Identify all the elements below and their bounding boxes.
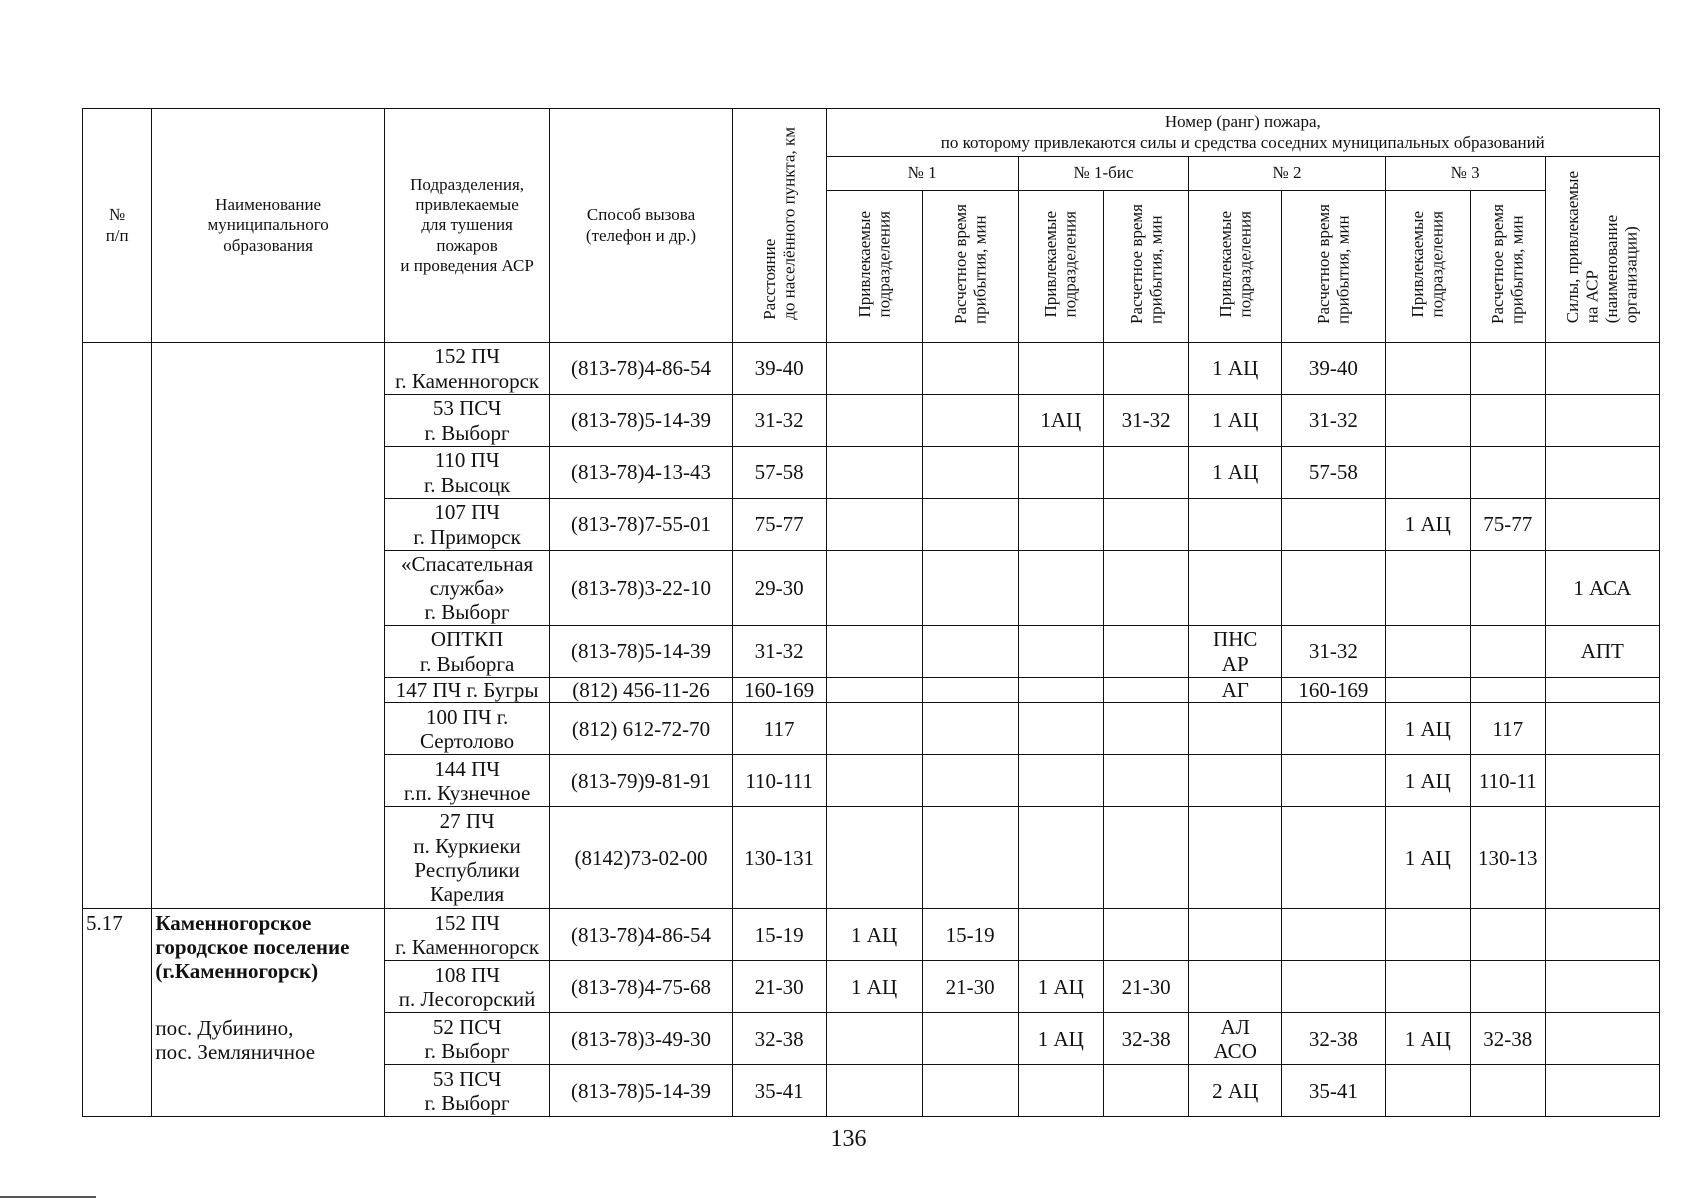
phone-cell: (813-78)3-22-10 (550, 551, 732, 626)
distance-cell: 32-38 (732, 1013, 826, 1065)
asr-cell (1545, 343, 1659, 395)
header-rank-1-time: Расчетное время прибытия, мин (922, 191, 1018, 343)
phone-cell: (813-78)5-14-39 (550, 1065, 732, 1117)
rank-1bis-units-cell (1018, 551, 1103, 626)
distance-cell: 117 (732, 703, 826, 755)
rank-3-time-cell (1470, 678, 1545, 703)
rank-1-time-cell (922, 447, 1018, 499)
rank-1-units-cell (826, 1013, 922, 1065)
num-cell (83, 343, 152, 909)
rank-2-units-cell (1189, 755, 1282, 807)
rank-1bis-units-cell: 1АЦ (1018, 395, 1103, 447)
rank-2-units-cell (1189, 807, 1282, 909)
rank-1-time-cell: 21-30 (922, 961, 1018, 1013)
rank-3-time-cell (1470, 961, 1545, 1013)
rank-2-time-cell (1282, 807, 1385, 909)
mo-number: 5.17 (83, 909, 152, 1117)
rank-2-time-cell (1282, 703, 1385, 755)
rank-1bis-time-cell (1103, 678, 1188, 703)
distance-cell: 29-30 (732, 551, 826, 626)
rank-3-time-cell (1470, 909, 1545, 961)
mo-name-cell (152, 909, 385, 1117)
header-call-method: Способ вызова (телефон и др.) (550, 109, 732, 343)
asr-cell (1545, 909, 1659, 961)
asr-cell (1545, 1013, 1659, 1065)
unit-cell: 53 ПСЧ г. Выборг (384, 1065, 549, 1117)
rank-3-time-cell: 110-11 (1470, 755, 1545, 807)
rank-3-time-cell: 130-13 (1470, 807, 1545, 909)
unit-cell: ОПТКП г. Выборга (384, 626, 549, 678)
mo-name: Каменногорское городское поселение (г.Каменногорск) (155, 911, 350, 984)
rank-1bis-time-cell (1103, 499, 1188, 551)
rank-2-time-cell: 32-38 (1282, 1013, 1385, 1065)
phone-cell: (8142)73-02-00 (550, 807, 732, 909)
rank-1bis-time-cell: 32-38 (1103, 1013, 1188, 1065)
rank-1bis-time-cell: 21-30 (1103, 961, 1188, 1013)
rank-1bis-time-cell (1103, 447, 1188, 499)
rank-3-time-cell (1470, 1065, 1545, 1117)
header-rank-3-units: Привлекаемые подразделения (1385, 191, 1470, 343)
phone-cell: (813-78)7-55-01 (550, 499, 732, 551)
phone-cell: (813-78)5-14-39 (550, 626, 732, 678)
rank-1bis-units-cell (1018, 626, 1103, 678)
rank-1bis-time-cell (1103, 343, 1188, 395)
rank-3-time-cell (1470, 343, 1545, 395)
fire-forces-table (82, 108, 1660, 1117)
rank-2-time-cell (1282, 909, 1385, 961)
distance-cell: 35-41 (732, 1065, 826, 1117)
rank-1bis-time-cell (1103, 807, 1188, 909)
distance-cell: 160-169 (732, 678, 826, 703)
rank-1-time-cell (922, 703, 1018, 755)
distance-cell: 110-111 (732, 755, 826, 807)
rank-1-units-cell (826, 703, 922, 755)
unit-cell: 52 ПСЧ г. Выборг (384, 1013, 549, 1065)
rank-3-units-cell (1385, 626, 1470, 678)
rank-3-units-cell: 1 АЦ (1385, 755, 1470, 807)
distance-cell: 39-40 (732, 343, 826, 395)
rank-1-units-cell (826, 551, 922, 626)
rank-3-time-cell (1470, 395, 1545, 447)
rank-2-units-cell (1189, 551, 1282, 626)
distance-cell: 31-32 (732, 395, 826, 447)
phone-cell: (813-78)4-75-68 (550, 961, 732, 1013)
phone-cell: (813-79)9-81-91 (550, 755, 732, 807)
rank-1bis-time-cell (1103, 626, 1188, 678)
rank-2-time-cell: 39-40 (1282, 343, 1385, 395)
rank-1bis-units-cell (1018, 343, 1103, 395)
rank-1-time-cell (922, 755, 1018, 807)
rank-3-time-cell (1470, 626, 1545, 678)
rank-1bis-units-cell (1018, 1065, 1103, 1117)
phone-cell: (813-78)3-49-30 (550, 1013, 732, 1065)
table-row (83, 343, 1660, 395)
rank-1-time-cell (922, 807, 1018, 909)
rank-2-units-cell: 1 АЦ (1189, 447, 1282, 499)
rank-1-units-cell (826, 395, 922, 447)
rank-3-units-cell (1385, 1065, 1470, 1117)
footer-rule (0, 1196, 96, 1198)
header-rank-1: № 1 (826, 157, 1018, 191)
rank-1bis-units-cell (1018, 755, 1103, 807)
rank-2-time-cell (1282, 755, 1385, 807)
unit-cell: 107 ПЧ г. Приморск (384, 499, 549, 551)
rank-1bis-time-cell (1103, 551, 1188, 626)
asr-cell (1545, 447, 1659, 499)
header-rank-1-units: Привлекаемые подразделения (826, 191, 922, 343)
rank-1-units-cell (826, 755, 922, 807)
rank-3-units-cell (1385, 961, 1470, 1013)
asr-cell (1545, 755, 1659, 807)
distance-cell: 31-32 (732, 626, 826, 678)
rank-1bis-units-cell: 1 АЦ (1018, 1013, 1103, 1065)
rank-1bis-units-cell (1018, 807, 1103, 909)
rank-2-time-cell (1282, 961, 1385, 1013)
rank-2-time-cell (1282, 551, 1385, 626)
header-mo-name: Наименование муниципального образования (152, 109, 385, 343)
phone-cell: (813-78)5-14-39 (550, 395, 732, 447)
rank-1bis-units-cell (1018, 499, 1103, 551)
rank-2-units-cell (1189, 909, 1282, 961)
rank-2-units-cell (1189, 961, 1282, 1013)
rank-2-units-cell: ПНС АР (1189, 626, 1282, 678)
distance-cell: 57-58 (732, 447, 826, 499)
rank-3-units-cell (1385, 447, 1470, 499)
rank-2-time-cell (1282, 499, 1385, 551)
asr-cell: АПТ (1545, 626, 1659, 678)
rank-1bis-units-cell (1018, 447, 1103, 499)
rank-1bis-time-cell (1103, 755, 1188, 807)
rank-3-units-cell: 1 АЦ (1385, 807, 1470, 909)
phone-cell: (813-78)4-86-54 (550, 343, 732, 395)
rank-1-units-cell (826, 678, 922, 703)
asr-cell (1545, 395, 1659, 447)
asr-cell (1545, 499, 1659, 551)
unit-cell: 110 ПЧ г. Высоцк (384, 447, 549, 499)
rank-1-time-cell: 15-19 (922, 909, 1018, 961)
header-rank-2-time: Расчетное время прибытия, мин (1282, 191, 1385, 343)
rank-1-units-cell (826, 1065, 922, 1117)
rank-2-time-cell: 160-169 (1282, 678, 1385, 703)
rank-3-time-cell (1470, 551, 1545, 626)
rank-1-time-cell (922, 626, 1018, 678)
rank-2-time-cell: 31-32 (1282, 626, 1385, 678)
rank-2-time-cell: 35-41 (1282, 1065, 1385, 1117)
phone-cell: (812) 456-11-26 (550, 678, 732, 703)
rank-3-units-cell (1385, 678, 1470, 703)
unit-cell: 108 ПЧ п. Лесогорский (384, 961, 549, 1013)
rank-2-units-cell: АЛ АСО (1189, 1013, 1282, 1065)
unit-cell: 27 ПЧ п. Куркиеки Республики Карелия (384, 807, 549, 909)
rank-1-time-cell (922, 395, 1018, 447)
rank-1-time-cell (922, 499, 1018, 551)
rank-1bis-units-cell: 1 АЦ (1018, 961, 1103, 1013)
phone-cell: (812) 612-72-70 (550, 703, 732, 755)
phone-cell: (813-78)4-13-43 (550, 447, 732, 499)
rank-2-units-cell (1189, 703, 1282, 755)
rank-1bis-units-cell (1018, 678, 1103, 703)
rank-2-units-cell: 2 АЦ (1189, 1065, 1282, 1117)
rank-1-units-cell (826, 499, 922, 551)
unit-cell: 100 ПЧ г. Сертолово (384, 703, 549, 755)
rank-1-time-cell (922, 551, 1018, 626)
rank-1-time-cell (922, 343, 1018, 395)
table-row (83, 909, 1660, 961)
header-rank-1bis: № 1-бис (1018, 157, 1189, 191)
distance-cell: 130-131 (732, 807, 826, 909)
header-rank-2-units: Привлекаемые подразделения (1189, 191, 1282, 343)
distance-cell: 21-30 (732, 961, 826, 1013)
header-asr: Силы, привлекаемые на АСР (наименование организации) (1545, 157, 1659, 343)
rank-1bis-time-cell (1103, 909, 1188, 961)
header-rank-2: № 2 (1189, 157, 1385, 191)
header-num: № п/п (83, 109, 152, 343)
phone-cell: (813-78)4-86-54 (550, 909, 732, 961)
rank-3-time-cell: 117 (1470, 703, 1545, 755)
rank-1-time-cell (922, 1065, 1018, 1117)
rank-3-units-cell (1385, 551, 1470, 626)
rank-1bis-time-cell: 31-32 (1103, 395, 1188, 447)
asr-cell (1545, 678, 1659, 703)
rank-1-units-cell (826, 626, 922, 678)
rank-1bis-time-cell (1103, 1065, 1188, 1117)
rank-1bis-units-cell (1018, 703, 1103, 755)
rank-3-units-cell (1385, 343, 1470, 395)
rank-3-units-cell (1385, 395, 1470, 447)
rank-1-units-cell (826, 343, 922, 395)
rank-3-units-cell (1385, 909, 1470, 961)
rank-3-units-cell: 1 АЦ (1385, 703, 1470, 755)
header-rank-3: № 3 (1385, 157, 1545, 191)
header-rank-3-time: Расчетное время прибытия, мин (1470, 191, 1545, 343)
rank-1-time-cell (922, 1013, 1018, 1065)
rank-1-units-cell: 1 АЦ (826, 909, 922, 961)
unit-cell: 152 ПЧ г. Каменногорск (384, 343, 549, 395)
mo-name-cell (152, 343, 385, 909)
header-units: Подразделения, привлекаемые для тушения пожаров и проведения АСР (384, 109, 549, 343)
rank-1bis-units-cell (1018, 909, 1103, 961)
rank-2-units-cell: 1 АЦ (1189, 395, 1282, 447)
rank-1-time-cell (922, 678, 1018, 703)
unit-cell: 147 ПЧ г. Бугры (384, 678, 549, 703)
rank-2-units-cell (1189, 499, 1282, 551)
header-rank-1bis-time: Расчетное время прибытия, мин (1103, 191, 1188, 343)
unit-cell: 53 ПСЧ г. Выборг (384, 395, 549, 447)
rank-1-units-cell (826, 807, 922, 909)
header-rank-title: Номер (ранг) пожара, по которому привлекаются силы и средства соседних муниципальных образований (826, 109, 1659, 157)
rank-2-units-cell: 1 АЦ (1189, 343, 1282, 395)
unit-cell: 152 ПЧ г. Каменногорск (384, 909, 549, 961)
rank-3-units-cell: 1 АЦ (1385, 1013, 1470, 1065)
distance-cell: 75-77 (732, 499, 826, 551)
rank-3-time-cell: 75-77 (1470, 499, 1545, 551)
rank-1bis-time-cell (1103, 703, 1188, 755)
page-number: 136 (830, 1126, 867, 1152)
distance-cell: 15-19 (732, 909, 826, 961)
rank-2-time-cell: 31-32 (1282, 395, 1385, 447)
rank-3-units-cell: 1 АЦ (1385, 499, 1470, 551)
rank-2-time-cell: 57-58 (1282, 447, 1385, 499)
asr-cell: 1 АСА (1545, 551, 1659, 626)
asr-cell (1545, 961, 1659, 1013)
asr-cell (1545, 1065, 1659, 1117)
rank-2-units-cell: АГ (1189, 678, 1282, 703)
unit-cell: «Спасательная служба» г. Выборг (384, 551, 549, 626)
header-rank-1bis-units: Привлекаемые подразделения (1018, 191, 1103, 343)
rank-1-units-cell (826, 447, 922, 499)
rank-3-time-cell (1470, 447, 1545, 499)
rank-1-units-cell: 1 АЦ (826, 961, 922, 1013)
asr-cell (1545, 807, 1659, 909)
unit-cell: 144 ПЧ г.п. Кузнечное (384, 755, 549, 807)
asr-cell (1545, 703, 1659, 755)
header-distance: Расстояние до населённого пункта, км (732, 109, 826, 343)
rank-3-time-cell: 32-38 (1470, 1013, 1545, 1065)
mo-settlements: пос. Дубинино, пос. Земляничное (155, 1015, 316, 1064)
